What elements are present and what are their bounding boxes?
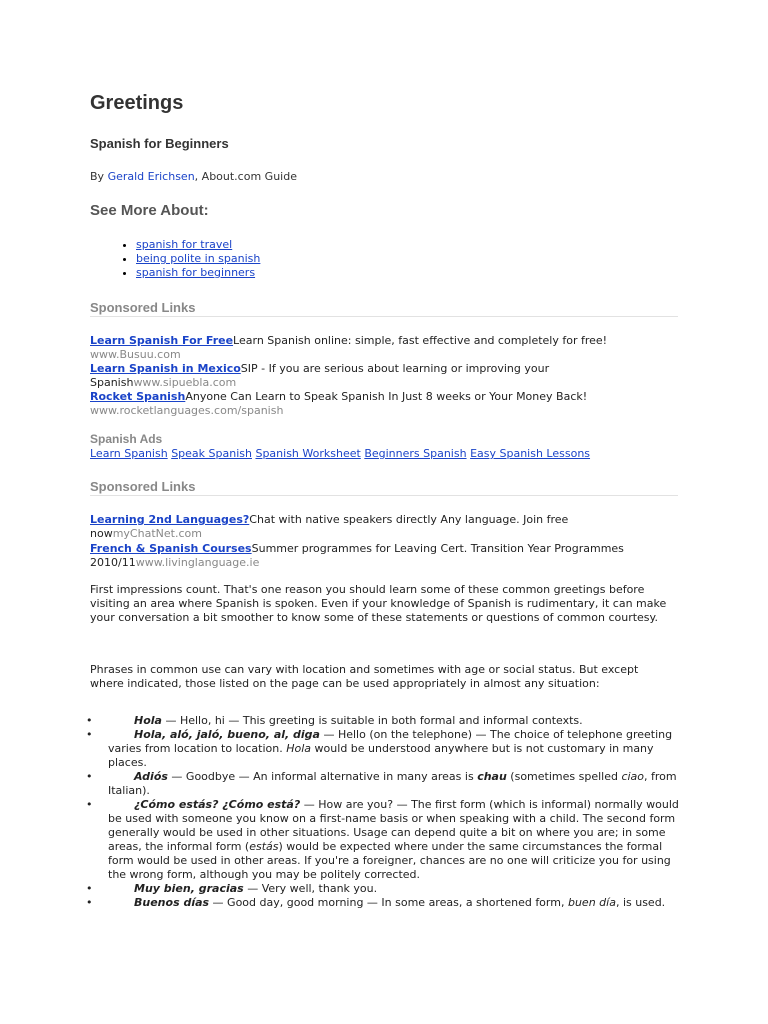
see-more-item [136,252,260,266]
ad-item [90,390,650,418]
ad-url[interactable]: www.rocketlanguages.com/spanish [90,404,284,417]
byline [90,170,297,183]
bullet: • [86,798,93,811]
ad-title-link[interactable]: Learn Spanish For Free [90,334,234,347]
see-more-link-travel[interactable]: spanish for travel [136,238,233,251]
phrase-italic: estás [249,840,279,853]
phrase-item [0,770,680,798]
phrase-item [0,798,680,882]
ad-title-link[interactable]: Learning 2nd Languages? [90,513,250,526]
ad-url[interactable]: www.livinglanguage.ie [135,556,260,569]
phrase-text: — Goodbye — An informal alternative in many areas is [167,770,478,783]
ad-url[interactable]: myChatNet.com [112,527,202,540]
ad-text: Chat with native speakers directly Any language. Join free now [90,513,569,540]
byline-suffix: , About.com Guide [194,170,297,183]
phrase-text: — Hello, hi — This greeting is suitable in both formal and informal contexts. [161,714,583,727]
ad-title-link[interactable]: French & Spanish Courses [90,542,252,555]
bullet: • [86,770,93,783]
ad-text: Summer programmes for Leaving Cert. Transition Year Programmes 2010/11 [90,542,624,569]
phrase-text: ) would be expected where under the same circumstances the formal form would be used in other areas. If you're a foreigner, chances are no one will criticize you for using the wrong form, although you may be politely corrected. [108,840,671,881]
see-more-link-beginners[interactable]: spanish for beginners [136,266,256,279]
ad-title-link[interactable]: Rocket Spanish [90,390,186,403]
ad-url[interactable]: www.Busuu.com [90,348,181,361]
spanish-ad-link-worksheet[interactable]: Spanish Worksheet [255,447,361,460]
phrase-term: Hola [134,714,162,727]
bullet: • [86,896,93,909]
spanish-ad-link-easy[interactable]: Easy Spanish Lessons [470,447,591,460]
bullet: • [86,728,93,741]
sponsored-links-heading: Sponsored Links [90,300,196,315]
phrase-item [0,714,680,728]
spanish-ad-link-speak[interactable]: Speak Spanish [171,447,252,460]
phrase-bold-italic: chau [477,770,507,783]
ad-text: Anyone Can Learn to Speak Spanish In Just 8 weeks or Your Money Back! [185,390,588,403]
spanish-ad-link-learn[interactable]: Learn Spanish [90,447,168,460]
see-more-item [136,266,260,280]
phrase-text: (sometimes spelled [506,770,622,783]
phrase-italic: Hola [286,742,312,755]
usage-paragraph: Phrases in common use can vary with location and sometimes with age or social status. But except where indicated, those listed on the page can be used appropriately in almost any situation: [90,663,639,690]
spanish-ads-label: Spanish Ads [90,432,163,446]
phrase-list [0,714,680,910]
spanish-ads-links [90,447,590,461]
ad-title-link[interactable]: Learn Spanish in Mexico [90,362,241,375]
see-more-item [136,238,260,252]
phrase-term: Muy bien, gracias [134,882,244,895]
phrase-term: Buenos días [134,896,210,909]
ad-url[interactable]: www.sipuebla.com [133,376,237,389]
intro-paragraph: First impressions count. That's one reason you should learn some of these common greetings before visiting an area where Spanish is spoken. Even if your knowledge of Spanish is rudimentary, it can make your conversation a bit smoother to know some of these statements or questions of common courtesy. [90,583,667,624]
phrase-term: ¿Cómo estás? ¿Cómo está? [134,798,301,811]
ad-item [90,513,650,541]
phrase-item [0,882,680,896]
byline-prefix: By [90,170,108,183]
sponsored-divider [90,495,678,496]
phrase-text: would be understood anywhere but is not customary in many places. [108,742,654,769]
see-more-list [90,238,260,280]
phrase-term: Adiós [134,770,168,783]
phrase-term: Hola, aló, jaló, bueno, al, diga [134,728,320,741]
phrase-italic: buen día [567,896,616,909]
phrase-text: , is used. [615,896,666,909]
ad-item [90,362,650,390]
phrase-item [0,728,680,770]
see-more-heading: See More About: [90,202,209,219]
ad-item [90,334,650,362]
phrase-text: — How are you? — The first form (which is informal) normally would be used with someone you know on a first-name basis or when speaking with a child. The second form generally would be used in other situations. Usage can depend quite a bit on where you are; in some areas, the informal form ( [108,798,679,853]
phrase-item [0,896,680,910]
phrase-text: — Good day, good morning — In some areas, a shortened form, [209,896,568,909]
page-title: Greetings [90,92,184,114]
see-more-link-polite[interactable]: being polite in spanish [136,252,261,265]
ad-text: Learn Spanish online: simple, fast effective and completely for free! [233,334,608,347]
spanish-ad-link-beginners[interactable]: Beginners Spanish [364,447,467,460]
page-subtitle: Spanish for Beginners [90,136,229,151]
sponsored-links-heading: Sponsored Links [90,479,196,494]
ad-text: SIP - If you are serious about learning or improving your Spanish [90,362,550,389]
phrase-italic: ciao [621,770,645,783]
bullet: • [86,714,93,727]
ad-item [90,542,650,570]
phrase-text: , from Italian). [108,770,677,797]
bullet: • [86,882,93,895]
phrase-text: — Very well, thank you. [243,882,378,895]
phrase-text: — Hello (on the telephone) — The choice of telephone greeting varies from location to location. [108,728,673,755]
author-link[interactable]: Gerald Erichsen [107,170,195,183]
sponsored-divider [90,316,678,317]
